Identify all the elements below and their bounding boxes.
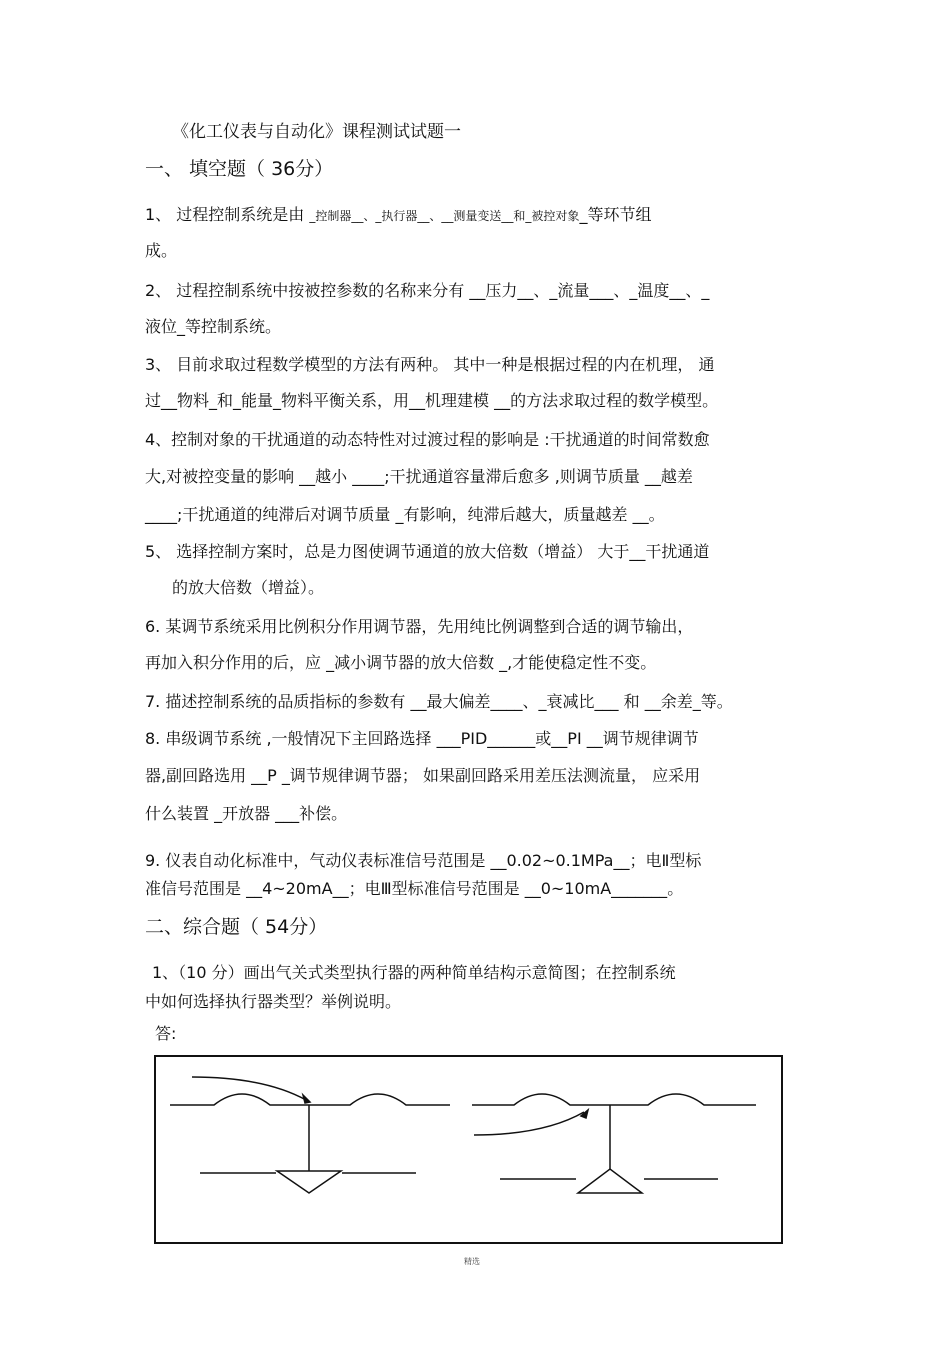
question-10-cont: 中如何选择执行器类型？举例说明。	[145, 992, 402, 1011]
q9-end: 。	[667, 879, 684, 898]
q7-sep: 、	[522, 692, 539, 711]
q9-text: 9. 仪表自动化标准中，气动仪表标准信号范围是	[145, 851, 491, 870]
q1-answer-transmitter: __、__测量变送	[417, 209, 502, 223]
question-2: 2、 过程控制系统中按被控参数的名称来分有 __压力__、_流量___、_温度__、_	[145, 281, 710, 300]
q1-text: 1、 过程控制系统是由	[145, 205, 305, 224]
question-10: 1、（10 分）画出气关式类型执行器的两种简单结构示意简图；在控制系统	[152, 963, 676, 982]
question-4-cont1: 大,对被控变量的影响 __越小 ____;干扰通道容量滞后愈多 ,则调节质量 __越差	[145, 467, 693, 486]
question-5-cont: 的放大倍数（增益）。	[172, 578, 325, 597]
question-1	[145, 205, 651, 226]
q9-answer-pneumatic: __0.02~0.1MPa__	[490, 851, 630, 870]
actuator-diagram	[154, 1055, 784, 1245]
question-2-cont: 液位_等控制系统。	[145, 317, 282, 336]
section-heading-fill-blank: 一、 填空题（ 36分）	[145, 158, 334, 180]
question-5: 5、 选择控制方案时，总是力图使调节通道的放大倍数（增益） 大于__干扰通道	[145, 542, 710, 561]
page-footer: 精选	[464, 1257, 480, 1266]
question-7	[145, 692, 733, 712]
q9-text-4: ；电Ⅲ型标准信号范围是	[348, 879, 525, 898]
q7-and: 和	[618, 692, 645, 711]
question-9	[145, 851, 701, 871]
q7-answer-residual: __余差_	[644, 692, 701, 711]
q1-answer-actuator: __、_执行器	[351, 209, 418, 223]
question-9-cont	[145, 879, 683, 899]
actuator-left	[170, 1077, 450, 1193]
q9-answer-electric-3: __0~10mA_______	[524, 879, 668, 898]
question-8-cont1: 器,副回路选用 __P _调节规律调节器； 如果副回路采用差压法测流量， 应采用	[145, 766, 701, 785]
q9-text-3: 准信号范围是	[145, 879, 247, 898]
question-8-cont2: 什么装置 _开放器 ___补偿。	[145, 804, 348, 823]
question-4-cont2: ____;干扰通道的纯滞后对调节质量 _有影响，纯滞后越大，质量越差 __。	[145, 505, 665, 524]
page-title: 《化工仪表与自动化》课程测试试题一	[172, 122, 461, 142]
question-6: 6. 某调节系统采用比例积分作用调节器，先用纯比例调整到合适的调节输出，	[145, 617, 694, 636]
q9-answer-electric-2: __4~20mA__	[246, 879, 349, 898]
actuator-right	[472, 1094, 756, 1193]
question-3: 3、 目前求取过程数学模型的方法有两种。 其中一种是根据过程的内在机理， 通	[145, 355, 715, 374]
section-heading-comprehensive: 二、综合题（ 54分）	[145, 916, 328, 938]
q7-end: 等。	[700, 692, 733, 711]
q1-text-end: _等环节组	[579, 205, 652, 224]
question-3-cont: 过__物料_和_能量_物料平衡关系，用__机理建模 __的方法求取过程的数学模型。	[145, 391, 719, 410]
q7-text: 7. 描述控制系统的品质指标的参数有	[145, 692, 411, 711]
question-1-cont: 成。	[145, 241, 178, 260]
q1-answer-object: __和_被控对象	[501, 209, 580, 223]
question-6-cont: 再加入积分作用的后，应 _减小调节器的放大倍数 _,才能使稳定性不变。	[145, 653, 657, 672]
answer-label: 答:	[155, 1024, 177, 1043]
diagram-frame	[155, 1056, 782, 1243]
question-8: 8. 串级调节系统 ,一般情况下主回路选择 ___PID______或__PI __调节规律调节	[145, 729, 699, 748]
q1-answer-controller: _控制器	[309, 209, 352, 223]
q7-answer-max-deviation: __最大偏差____	[410, 692, 523, 711]
q7-answer-decay-ratio: _衰减比___	[538, 692, 619, 711]
question-4: 4、控制对象的干扰通道的动态特性对过渡过程的影响是 :干扰通道的时间常数愈	[145, 430, 710, 449]
q9-text-2: ；电Ⅱ型标	[629, 851, 702, 870]
